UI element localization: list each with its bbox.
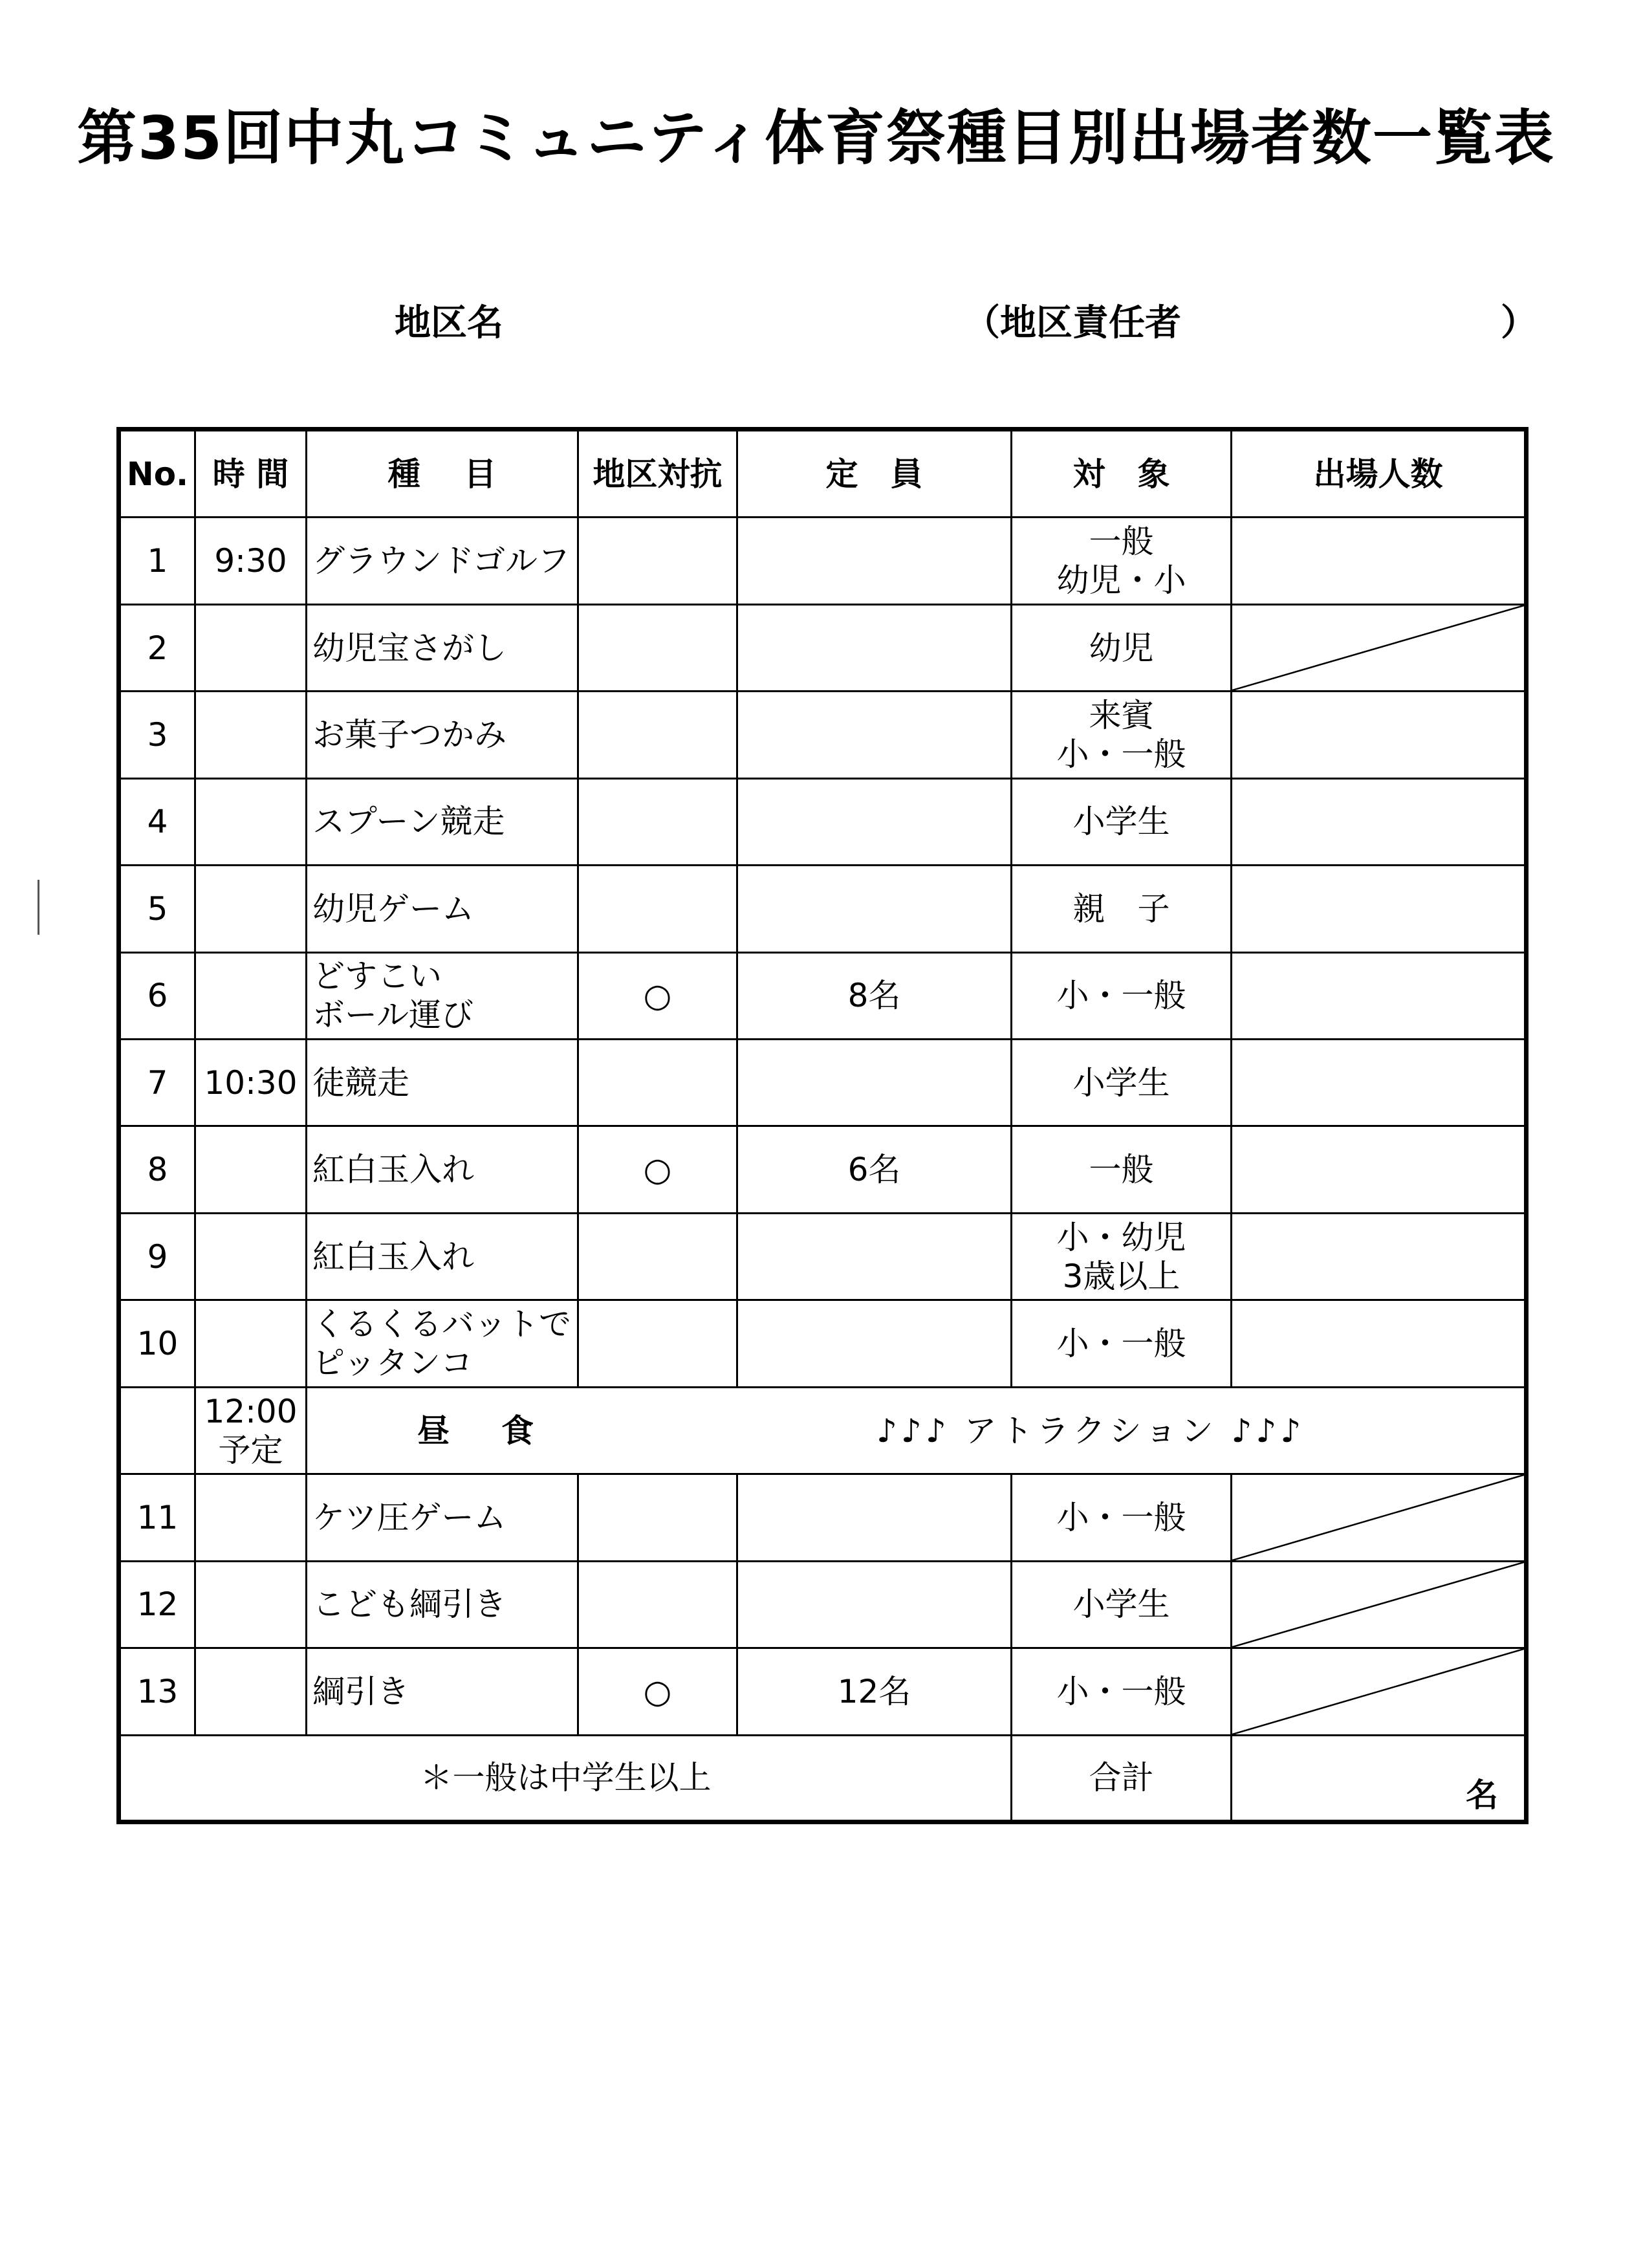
row-no: 10: [119, 1300, 195, 1388]
row-participants-field[interactable]: [1232, 1213, 1527, 1300]
row-time: [195, 952, 307, 1039]
row-event: こども綱引き: [307, 1561, 578, 1648]
row-district-match: [578, 1474, 737, 1561]
row-capacity: [737, 692, 1012, 778]
row-time: [195, 1561, 307, 1648]
row-participants-field[interactable]: [1232, 866, 1527, 952]
header-time: 時 間: [195, 430, 307, 518]
header-district-match: 地区対抗: [578, 430, 737, 518]
row-district-match: ○: [578, 952, 737, 1039]
lunch-row: [119, 1387, 1527, 1474]
header-capacity: 定 員: [737, 430, 1012, 518]
row-participants-field[interactable]: [1232, 778, 1527, 865]
table-row: [119, 1561, 1527, 1648]
row-capacity: 12名: [737, 1648, 1012, 1735]
row-district-match: [578, 1300, 737, 1388]
table-row: [119, 1648, 1527, 1735]
row-target: 親 子: [1012, 866, 1232, 952]
row-capacity: [737, 1561, 1012, 1648]
row-capacity: [737, 1039, 1012, 1126]
row-event: 徒競走: [307, 1039, 578, 1126]
row-capacity: [737, 1213, 1012, 1300]
row-event: 幼児ゲーム: [307, 866, 578, 952]
row-target: 小・一般: [1012, 1648, 1232, 1735]
district-name-label: 地区名: [395, 302, 503, 344]
table-row: [119, 866, 1527, 952]
row-participants-field[interactable]: [1232, 518, 1527, 604]
row-participants-field[interactable]: [1232, 1474, 1527, 1561]
table-row: [119, 1474, 1527, 1561]
row-no: 1: [119, 518, 195, 604]
row-district-match: [578, 518, 737, 604]
row-time: 10:30: [195, 1039, 307, 1126]
row-no: 9: [119, 1213, 195, 1300]
row-district-match: [578, 1213, 737, 1300]
row-target: 一般: [1012, 1126, 1232, 1213]
row-time: [195, 778, 307, 865]
row-district-match: [578, 778, 737, 865]
lunch-label: 昼食: [417, 1412, 585, 1450]
row-no: 3: [119, 692, 195, 778]
district-leader-close: ）: [1501, 302, 1537, 344]
total-unit: 名: [1466, 1776, 1498, 1814]
row-capacity: [737, 778, 1012, 865]
row-time: [195, 604, 307, 691]
table-row: [119, 1300, 1527, 1388]
total-field[interactable]: [1232, 1735, 1527, 1822]
header-no: No.: [119, 430, 195, 518]
district-leader-label: （地区責任者: [964, 302, 1181, 344]
row-target: 幼児: [1012, 604, 1232, 691]
row-target: 来賓 小・一般: [1012, 692, 1232, 778]
row-no: 6: [119, 952, 195, 1039]
row-no: 7: [119, 1039, 195, 1126]
row-participants-field[interactable]: [1232, 1561, 1527, 1648]
row-participants-field[interactable]: [1232, 952, 1527, 1039]
row-capacity: [737, 1300, 1012, 1388]
table-row: [119, 518, 1527, 604]
row-participants-field[interactable]: [1232, 1126, 1527, 1213]
lunch-time: 12:00 予定: [195, 1387, 307, 1474]
row-capacity: [737, 518, 1012, 604]
row-target: 小・幼児 3歳以上: [1012, 1213, 1232, 1300]
row-event: ケツ圧ゲーム: [307, 1474, 578, 1561]
row-district-match: ○: [578, 1648, 737, 1735]
row-time: [195, 1648, 307, 1735]
row-event: 紅白玉入れ: [307, 1213, 578, 1300]
row-district-match: [578, 604, 737, 691]
row-participants-field[interactable]: [1232, 692, 1527, 778]
row-time: [195, 1126, 307, 1213]
row-capacity: [737, 604, 1012, 691]
row-capacity: 6名: [737, 1126, 1012, 1213]
row-no: 8: [119, 1126, 195, 1213]
table-row: [119, 692, 1527, 778]
row-district-match: ○: [578, 1126, 737, 1213]
row-event: くるくるバットで ピッタンコ: [307, 1300, 578, 1388]
table-row: [119, 1039, 1527, 1126]
row-no: 4: [119, 778, 195, 865]
row-time: [195, 692, 307, 778]
row-target: 小・一般: [1012, 952, 1232, 1039]
table-header-row: [119, 430, 1527, 518]
header-event: 種 目: [307, 430, 578, 518]
table-row: [119, 604, 1527, 691]
scan-mark: [38, 880, 39, 935]
row-district-match: [578, 1039, 737, 1126]
row-no: 2: [119, 604, 195, 691]
row-district-match: [578, 866, 737, 952]
table-row: [119, 952, 1527, 1039]
total-label: 合計: [1012, 1735, 1232, 1822]
table-row: [119, 778, 1527, 865]
attraction-label: ♪♪♪ アトラクション ♪♪♪: [876, 1412, 1305, 1450]
row-capacity: [737, 866, 1012, 952]
row-time: [195, 1300, 307, 1388]
row-district-match: [578, 1561, 737, 1648]
row-district-match: [578, 692, 737, 778]
row-target: 小・一般: [1012, 1474, 1232, 1561]
footer-note: ＊一般は中学生以上: [119, 1735, 1012, 1822]
row-time: [195, 1213, 307, 1300]
row-capacity: [737, 1474, 1012, 1561]
row-target: 小学生: [1012, 778, 1232, 865]
header-target: 対 象: [1012, 430, 1232, 518]
row-no: 13: [119, 1648, 195, 1735]
row-time: 9:30: [195, 518, 307, 604]
row-participants-field[interactable]: [1232, 1039, 1527, 1126]
row-no: 12: [119, 1561, 195, 1648]
row-participants-field[interactable]: [1232, 604, 1527, 691]
event-table: [116, 427, 1529, 1824]
row-event: お菓子つかみ: [307, 692, 578, 778]
row-participants-field[interactable]: [1232, 1648, 1527, 1735]
row-target: 小・一般: [1012, 1300, 1232, 1388]
row-time: [195, 866, 307, 952]
row-time: [195, 1474, 307, 1561]
table-row: [119, 1213, 1527, 1300]
row-no: 11: [119, 1474, 195, 1561]
row-no: 5: [119, 866, 195, 952]
page-title: 第35回中丸コミュニティ体育祭種目別出場者数一覧表: [77, 104, 1555, 173]
row-event: 幼児宝さがし: [307, 604, 578, 691]
row-event: 綱引き: [307, 1648, 578, 1735]
table-row: [119, 1126, 1527, 1213]
row-target: 小学生: [1012, 1561, 1232, 1648]
row-event: どすこい ボール運び: [307, 952, 578, 1039]
row-event: グラウンドゴルフ: [307, 518, 578, 604]
row-capacity: 8名: [737, 952, 1012, 1039]
row-participants-field[interactable]: [1232, 1300, 1527, 1388]
row-target: 一般 幼児・小: [1012, 518, 1232, 604]
row-event: スプーン競走: [307, 778, 578, 865]
row-target: 小学生: [1012, 1039, 1232, 1126]
row-event: 紅白玉入れ: [307, 1126, 578, 1213]
footer-row: [119, 1735, 1527, 1822]
header-participants: 出場人数: [1232, 430, 1527, 518]
